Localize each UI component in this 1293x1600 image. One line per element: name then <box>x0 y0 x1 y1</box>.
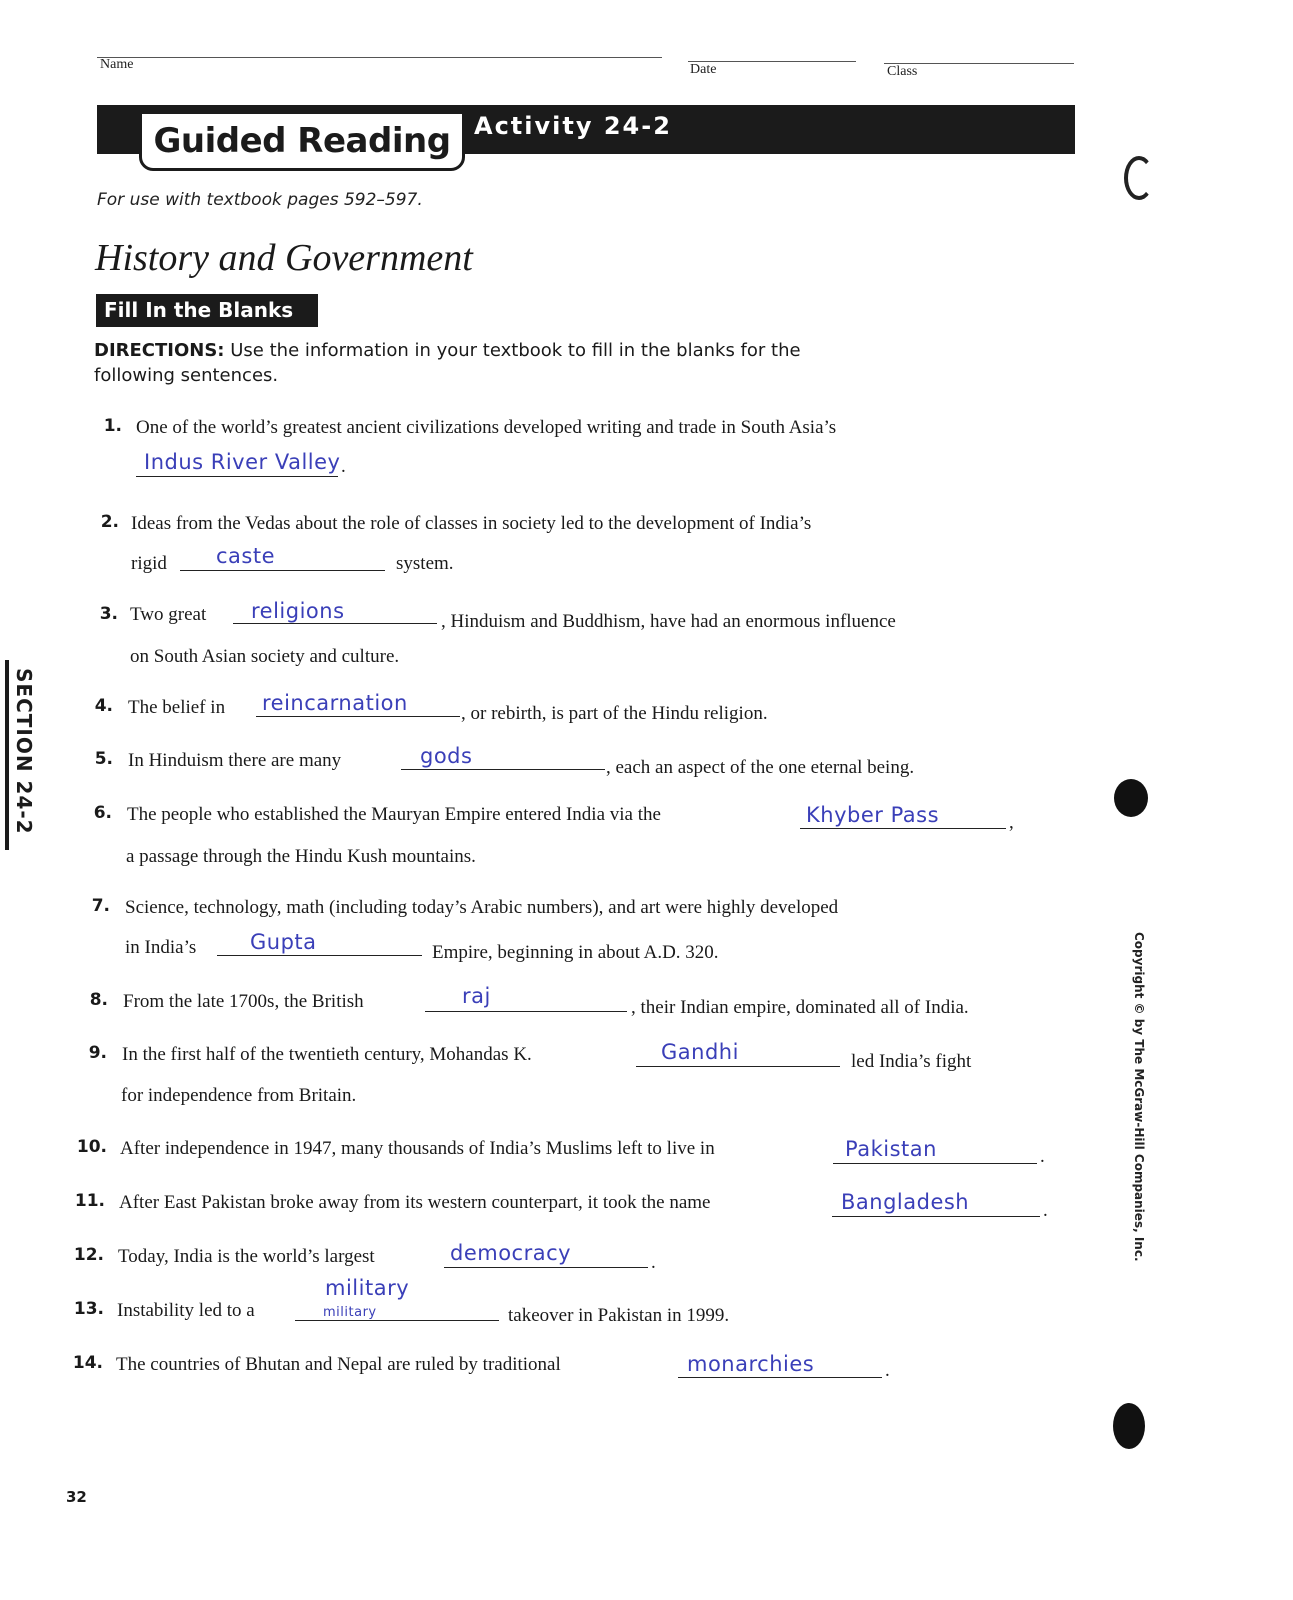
question-text: From the late 1700s, the British <box>123 991 364 1012</box>
handwritten-answer: Bangladesh <box>841 1190 970 1214</box>
question-number: 12. <box>73 1245 104 1265</box>
handwritten-answer: Gupta <box>250 930 317 954</box>
answer-blank[interactable] <box>401 769 605 770</box>
answer-blank[interactable] <box>217 955 422 956</box>
date-label: Date <box>690 62 717 77</box>
handwritten-answer: democracy <box>450 1241 572 1265</box>
question-number: 9. <box>88 1043 107 1063</box>
handwritten-answer: religions <box>251 599 345 623</box>
question-text-end: Empire, beginning in about A.D. 320. <box>432 942 719 963</box>
question-number: 4. <box>94 696 113 716</box>
question-number: 5. <box>94 749 113 769</box>
handwritten-answer: gods <box>420 744 473 768</box>
answer-blank[interactable] <box>833 1163 1037 1164</box>
question-number: 7. <box>91 896 110 916</box>
question-text-line2: in India’s <box>125 937 197 958</box>
question-text-end: takeover in Pakistan in 1999. <box>508 1305 730 1326</box>
question-text-line2: for independence from Britain. <box>121 1085 357 1106</box>
binder-hole-mark <box>1124 156 1154 200</box>
answer-blank[interactable] <box>636 1066 840 1067</box>
question-text: One of the world’s greatest ancient civilizations developed writing and trade in South Asia’s <box>136 417 837 438</box>
question-text-end: . <box>651 1252 656 1273</box>
question-text: After independence in 1947, many thousands of India’s Muslims left to live in <box>120 1138 715 1159</box>
answer-blank[interactable] <box>832 1216 1040 1217</box>
question-text-end: , their Indian empire, dominated all of India. <box>631 997 969 1018</box>
question-number: 13. <box>73 1299 104 1319</box>
handwritten-answer-erased: military <box>323 1305 377 1320</box>
question-text: Instability led to a <box>117 1300 255 1321</box>
handwritten-answer: monarchies <box>687 1352 815 1376</box>
question-text-end: , Hinduism and Buddhism, have had an enormous influence <box>441 611 896 632</box>
answer-blank[interactable] <box>233 623 437 624</box>
question-text-end: . <box>1043 1200 1048 1221</box>
handwritten-answer: Pakistan <box>845 1137 937 1161</box>
banner-title: Guided Reading <box>139 111 465 171</box>
answer-blank[interactable] <box>425 1011 627 1012</box>
directions <box>94 338 854 388</box>
directions-text: Use the information in your textbook to fill in the blanks for the following sentences. <box>94 340 801 386</box>
question-text-end: system. <box>396 553 454 574</box>
question-number: 14. <box>72 1353 103 1373</box>
question-text: In the first half of the twentieth century, Mohandas K. <box>122 1044 532 1065</box>
handwritten-answer: military <box>325 1276 410 1300</box>
question-number: 8. <box>89 990 108 1010</box>
answer-blank[interactable] <box>295 1320 499 1321</box>
page-number: 32 <box>66 1488 87 1506</box>
binder-hole <box>1114 779 1148 817</box>
question-text-line2: rigid <box>131 553 167 574</box>
question-number: 2. <box>100 512 119 532</box>
question-number: 10. <box>76 1137 107 1157</box>
question-text: In Hinduism there are many <box>128 750 342 771</box>
name-line <box>97 57 662 58</box>
question-text-end: , each an aspect of the one eternal being. <box>606 757 915 778</box>
question-text-end: led India’s fight <box>851 1051 972 1072</box>
handwritten-answer: Gandhi <box>661 1040 739 1064</box>
question-number: 1. <box>103 416 122 436</box>
question-text-end: . <box>341 456 346 477</box>
question-text-line2: a passage through the Hindu Kush mountains. <box>126 846 476 867</box>
question-text-end: . <box>885 1360 890 1381</box>
handwritten-answer: Indus River Valley <box>144 450 341 474</box>
section-tab-label: SECTION 24-2 <box>12 668 36 835</box>
banner-activity: Activity 24-2 <box>474 112 672 140</box>
question-text: Ideas from the Vedas about the role of classes in society led to the development of India’s <box>131 513 812 534</box>
handwritten-answer: Khyber Pass <box>806 803 940 827</box>
answer-blank[interactable] <box>256 716 460 717</box>
question-text: The countries of Bhutan and Nepal are ruled by traditional <box>116 1354 561 1375</box>
question-text: The people who established the Mauryan Empire entered India via the <box>127 804 661 825</box>
question-number: 11. <box>74 1191 105 1211</box>
section-badge: Fill In the Blanks <box>96 294 318 327</box>
answer-blank[interactable] <box>444 1267 648 1268</box>
question-text-end: , or rebirth, is part of the Hindu religion. <box>461 703 768 724</box>
answer-blank[interactable] <box>800 828 1006 829</box>
question-text: After East Pakistan broke away from its western counterpart, it took the name <box>119 1192 711 1213</box>
question-number: 6. <box>93 803 112 823</box>
question-number: 3. <box>99 604 118 624</box>
name-label: Name <box>100 57 134 72</box>
answer-blank[interactable] <box>136 476 338 477</box>
question-text-line2: on South Asian society and culture. <box>130 646 400 667</box>
copyright-notice: Copyright © by The McGraw-Hill Companies, Inc. <box>1132 932 1146 1262</box>
question-text-end: , <box>1009 812 1014 833</box>
handwritten-answer: raj <box>462 984 491 1008</box>
question-text: Today, India is the world’s largest <box>118 1246 375 1267</box>
question-text: Two great <box>130 604 207 625</box>
question-text: Science, technology, math (including today’s Arabic numbers), and art were highly developed <box>125 897 839 918</box>
class-label: Class <box>887 64 918 79</box>
answer-blank[interactable] <box>678 1377 882 1378</box>
binder-hole <box>1113 1403 1145 1449</box>
question-text-end: . <box>1040 1146 1045 1167</box>
question-text: The belief in <box>128 697 226 718</box>
handwritten-answer: caste <box>216 544 276 568</box>
answer-blank[interactable] <box>180 570 385 571</box>
directions-label: DIRECTIONS: <box>94 340 225 361</box>
handwritten-answer: reincarnation <box>262 691 408 715</box>
textbook-pages-note: For use with textbook pages 592–597. <box>97 190 423 210</box>
page-title: History and Government <box>95 237 473 279</box>
